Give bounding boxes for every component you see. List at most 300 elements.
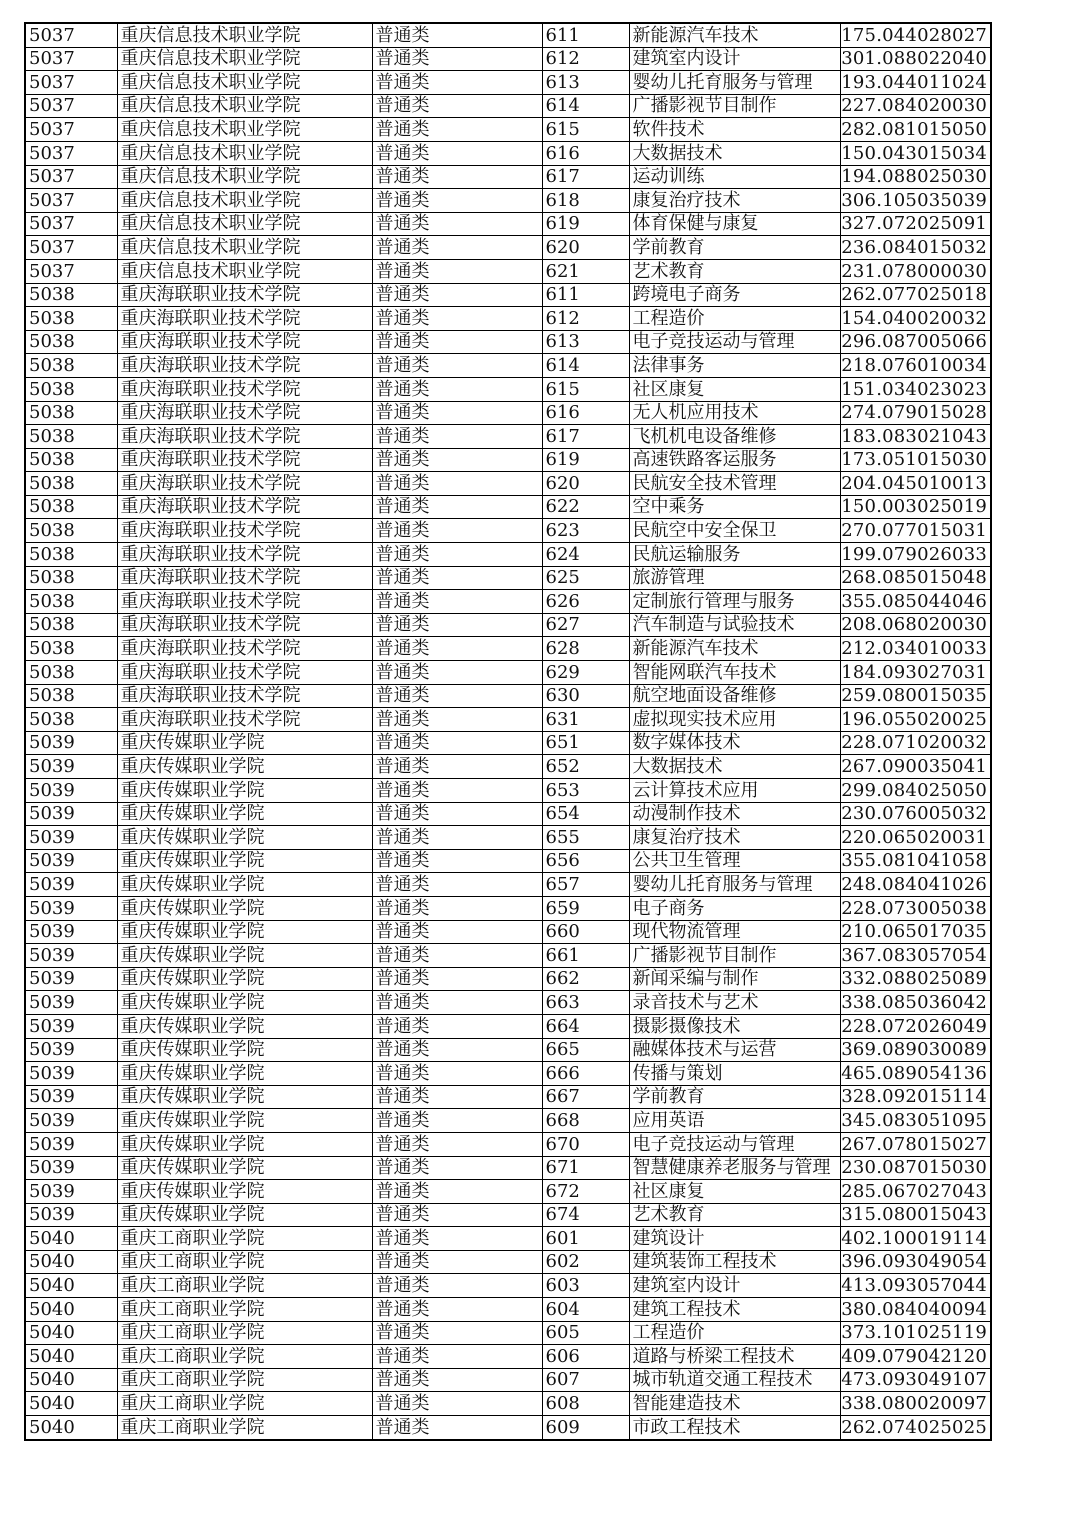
major-code-cell: 613 [542,71,629,95]
major-name-cell: 旅游管理 [629,566,840,590]
score-cell: 228.071020032 [840,731,991,755]
major-name-cell: 现代物流管理 [629,920,840,944]
major-code-cell: 664 [542,1014,629,1038]
major-name-cell: 民航安全技术管理 [629,472,840,496]
major-name-cell: 建筑室内设计 [629,47,840,71]
school-code-cell: 5039 [25,1203,117,1227]
major-name-cell: 广播影视节目制作 [629,94,840,118]
category-cell: 普通类 [372,684,542,708]
category-cell: 普通类 [372,991,542,1015]
table-row [25,1062,991,1086]
major-code-cell: 617 [542,165,629,189]
major-name-cell: 工程造价 [629,307,840,331]
category-cell: 普通类 [372,1392,542,1416]
category-cell: 普通类 [372,495,542,519]
major-name-cell: 动漫制作技术 [629,802,840,826]
category-cell: 普通类 [372,1274,542,1298]
score-cell: 413.093057044 [840,1274,991,1298]
school-name-cell: 重庆信息技术职业学院 [117,165,372,189]
major-name-cell: 电子竞技运动与管理 [629,330,840,354]
score-cell: 212.034010033 [840,637,991,661]
school-name-cell: 重庆传媒职业学院 [117,802,372,826]
score-cell: 380.084040094 [840,1298,991,1322]
category-cell: 普通类 [372,47,542,71]
table-row [25,495,991,519]
school-code-cell: 5039 [25,967,117,991]
school-name-cell: 重庆传媒职业学院 [117,920,372,944]
school-code-cell: 5039 [25,1156,117,1180]
school-name-cell: 重庆海联职业技术学院 [117,613,372,637]
major-code-cell: 668 [542,1109,629,1133]
school-name-cell: 重庆海联职业技术学院 [117,684,372,708]
category-cell: 普通类 [372,802,542,826]
category-cell: 普通类 [372,1109,542,1133]
score-cell: 248.084041026 [840,873,991,897]
major-name-cell: 定制旅行管理与服务 [629,590,840,614]
school-name-cell: 重庆海联职业技术学院 [117,566,372,590]
category-cell: 普通类 [372,944,542,968]
score-cell: 154.040020032 [840,307,991,331]
school-code-cell: 5039 [25,1038,117,1062]
school-code-cell: 5037 [25,118,117,142]
school-code-cell: 5037 [25,47,117,71]
school-name-cell: 重庆传媒职业学院 [117,1109,372,1133]
major-code-cell: 627 [542,613,629,637]
table-row [25,1416,991,1440]
major-name-cell: 新能源汽车技术 [629,637,840,661]
major-code-cell: 620 [542,472,629,496]
major-name-cell: 婴幼儿托育服务与管理 [629,873,840,897]
major-name-cell: 汽车制造与试验技术 [629,613,840,637]
score-cell: 184.093027031 [840,661,991,685]
school-code-cell: 5040 [25,1321,117,1345]
school-code-cell: 5040 [25,1416,117,1440]
major-name-cell: 建筑工程技术 [629,1298,840,1322]
school-name-cell: 重庆海联职业技术学院 [117,283,372,307]
score-cell: 262.077025018 [840,283,991,307]
school-name-cell: 重庆信息技术职业学院 [117,189,372,213]
major-name-cell: 空中乘务 [629,495,840,519]
school-code-cell: 5039 [25,1109,117,1133]
major-name-cell: 大数据技术 [629,755,840,779]
school-code-cell: 5038 [25,519,117,543]
score-cell: 150.043015034 [840,141,991,165]
school-name-cell: 重庆信息技术职业学院 [117,47,372,71]
score-cell: 367.083057054 [840,944,991,968]
table-row [25,1250,991,1274]
score-cell: 230.087015030 [840,1156,991,1180]
category-cell: 普通类 [372,1321,542,1345]
major-code-cell: 655 [542,826,629,850]
school-code-cell: 5038 [25,448,117,472]
table-row [25,1180,991,1204]
score-cell: 327.072025091 [840,212,991,236]
school-code-cell: 5038 [25,708,117,732]
category-cell: 普通类 [372,71,542,95]
table-row [25,1038,991,1062]
major-code-cell: 671 [542,1156,629,1180]
table-row [25,731,991,755]
score-cell: 230.076005032 [840,802,991,826]
school-code-cell: 5038 [25,401,117,425]
school-name-cell: 重庆信息技术职业学院 [117,71,372,95]
major-code-cell: 667 [542,1085,629,1109]
major-code-cell: 601 [542,1227,629,1251]
major-code-cell: 613 [542,330,629,354]
major-code-cell: 657 [542,873,629,897]
major-name-cell: 智能建造技术 [629,1392,840,1416]
score-cell: 402.100019114 [840,1227,991,1251]
major-name-cell: 婴幼儿托育服务与管理 [629,71,840,95]
table-row [25,590,991,614]
table-row [25,283,991,307]
score-cell: 175.044028027 [840,23,991,47]
major-code-cell: 602 [542,1250,629,1274]
school-code-cell: 5039 [25,991,117,1015]
major-name-cell: 道路与桥梁工程技术 [629,1345,840,1369]
school-code-cell: 5039 [25,802,117,826]
school-name-cell: 重庆传媒职业学院 [117,755,372,779]
school-name-cell: 重庆传媒职业学院 [117,1085,372,1109]
category-cell: 普通类 [372,448,542,472]
category-cell: 普通类 [372,1156,542,1180]
major-name-cell: 新闻采编与制作 [629,967,840,991]
score-cell: 228.072026049 [840,1014,991,1038]
school-name-cell: 重庆工商职业学院 [117,1227,372,1251]
table-row [25,967,991,991]
score-cell: 345.083051095 [840,1109,991,1133]
category-cell: 普通类 [372,307,542,331]
category-cell: 普通类 [372,896,542,920]
score-cell: 285.067027043 [840,1180,991,1204]
school-name-cell: 重庆海联职业技术学院 [117,472,372,496]
score-cell: 183.083021043 [840,425,991,449]
category-cell: 普通类 [372,1038,542,1062]
school-code-cell: 5039 [25,1062,117,1086]
school-name-cell: 重庆工商职业学院 [117,1274,372,1298]
school-name-cell: 重庆工商职业学院 [117,1416,372,1440]
school-name-cell: 重庆信息技术职业学院 [117,212,372,236]
table-row [25,991,991,1015]
school-name-cell: 重庆海联职业技术学院 [117,708,372,732]
score-cell: 409.079042120 [840,1345,991,1369]
score-cell: 328.092015114 [840,1085,991,1109]
school-code-cell: 5038 [25,330,117,354]
table-row [25,708,991,732]
score-cell: 204.045010013 [840,472,991,496]
school-name-cell: 重庆工商职业学院 [117,1345,372,1369]
major-name-cell: 学前教育 [629,1085,840,1109]
score-cell: 227.084020030 [840,94,991,118]
school-code-cell: 5037 [25,165,117,189]
school-code-cell: 5039 [25,920,117,944]
score-cell: 355.085044046 [840,590,991,614]
score-cell: 332.088025089 [840,967,991,991]
table-row [25,448,991,472]
major-code-cell: 663 [542,991,629,1015]
major-code-cell: 672 [542,1180,629,1204]
score-cell: 338.080020097 [840,1392,991,1416]
table-row [25,1156,991,1180]
school-name-cell: 重庆海联职业技术学院 [117,401,372,425]
school-code-cell: 5038 [25,472,117,496]
table-row [25,94,991,118]
major-name-cell: 市政工程技术 [629,1416,840,1440]
major-code-cell: 631 [542,708,629,732]
major-name-cell: 康复治疗技术 [629,189,840,213]
major-code-cell: 616 [542,141,629,165]
school-name-cell: 重庆信息技术职业学院 [117,141,372,165]
major-code-cell: 614 [542,94,629,118]
major-name-cell: 飞机机电设备维修 [629,425,840,449]
score-cell: 208.068020030 [840,613,991,637]
score-cell: 151.034023023 [840,377,991,401]
major-name-cell: 广播影视节目制作 [629,944,840,968]
score-cell: 338.085036042 [840,991,991,1015]
score-cell: 301.088022040 [840,47,991,71]
major-name-cell: 无人机应用技术 [629,401,840,425]
school-name-cell: 重庆工商职业学院 [117,1392,372,1416]
major-code-cell: 625 [542,566,629,590]
major-code-cell: 609 [542,1416,629,1440]
school-code-cell: 5040 [25,1250,117,1274]
school-code-cell: 5039 [25,779,117,803]
school-code-cell: 5038 [25,283,117,307]
table-row [25,826,991,850]
category-cell: 普通类 [372,377,542,401]
school-code-cell: 5038 [25,307,117,331]
major-code-cell: 670 [542,1132,629,1156]
school-code-cell: 5039 [25,944,117,968]
major-name-cell: 康复治疗技术 [629,826,840,850]
category-cell: 普通类 [372,141,542,165]
table-row [25,1368,991,1392]
table-row [25,1132,991,1156]
major-code-cell: 612 [542,47,629,71]
major-code-cell: 607 [542,1368,629,1392]
category-cell: 普通类 [372,543,542,567]
score-cell: 193.044011024 [840,71,991,95]
school-code-cell: 5037 [25,141,117,165]
school-code-cell: 5037 [25,23,117,47]
score-cell: 218.076010034 [840,354,991,378]
category-cell: 普通类 [372,637,542,661]
score-cell: 267.078015027 [840,1132,991,1156]
school-name-cell: 重庆海联职业技术学院 [117,495,372,519]
table-body [25,23,991,1440]
major-name-cell: 数字媒体技术 [629,731,840,755]
score-cell: 306.105035039 [840,189,991,213]
major-name-cell: 建筑装饰工程技术 [629,1250,840,1274]
table-row [25,1227,991,1251]
major-name-cell: 学前教育 [629,236,840,260]
major-code-cell: 626 [542,590,629,614]
admission-score-table [24,22,992,1441]
school-name-cell: 重庆传媒职业学院 [117,1156,372,1180]
table-row [25,849,991,873]
category-cell: 普通类 [372,519,542,543]
category-cell: 普通类 [372,566,542,590]
category-cell: 普通类 [372,1014,542,1038]
major-name-cell: 大数据技术 [629,141,840,165]
category-cell: 普通类 [372,826,542,850]
category-cell: 普通类 [372,212,542,236]
school-name-cell: 重庆海联职业技术学院 [117,590,372,614]
major-code-cell: 622 [542,495,629,519]
table-row [25,920,991,944]
school-code-cell: 5038 [25,684,117,708]
table-row [25,802,991,826]
category-cell: 普通类 [372,236,542,260]
major-code-cell: 652 [542,755,629,779]
major-code-cell: 611 [542,283,629,307]
school-name-cell: 重庆传媒职业学院 [117,1203,372,1227]
table-row [25,425,991,449]
category-cell: 普通类 [372,613,542,637]
major-name-cell: 高速铁路客运服务 [629,448,840,472]
table-row [25,1345,991,1369]
school-code-cell: 5038 [25,425,117,449]
category-cell: 普通类 [372,849,542,873]
school-name-cell: 重庆海联职业技术学院 [117,425,372,449]
school-code-cell: 5038 [25,637,117,661]
category-cell: 普通类 [372,1250,542,1274]
school-name-cell: 重庆传媒职业学院 [117,731,372,755]
major-code-cell: 660 [542,920,629,944]
school-code-cell: 5039 [25,826,117,850]
category-cell: 普通类 [372,1298,542,1322]
major-name-cell: 智慧健康养老服务与管理 [629,1156,840,1180]
score-cell: 259.080015035 [840,684,991,708]
score-cell: 315.080015043 [840,1203,991,1227]
school-name-cell: 重庆传媒职业学院 [117,1180,372,1204]
school-code-cell: 5038 [25,661,117,685]
score-cell: 194.088025030 [840,165,991,189]
category-cell: 普通类 [372,661,542,685]
school-name-cell: 重庆海联职业技术学院 [117,307,372,331]
school-name-cell: 重庆传媒职业学院 [117,967,372,991]
major-name-cell: 社区康复 [629,1180,840,1204]
school-code-cell: 5039 [25,731,117,755]
category-cell: 普通类 [372,354,542,378]
major-code-cell: 617 [542,425,629,449]
score-cell: 274.079015028 [840,401,991,425]
category-cell: 普通类 [372,189,542,213]
school-name-cell: 重庆工商职业学院 [117,1368,372,1392]
score-cell: 373.101025119 [840,1321,991,1345]
major-name-cell: 体育保健与康复 [629,212,840,236]
category-cell: 普通类 [372,425,542,449]
major-name-cell: 公共卫生管理 [629,849,840,873]
major-code-cell: 623 [542,519,629,543]
major-code-cell: 629 [542,661,629,685]
category-cell: 普通类 [372,920,542,944]
major-name-cell: 录音技术与艺术 [629,991,840,1015]
score-cell: 396.093049054 [840,1250,991,1274]
school-name-cell: 重庆信息技术职业学院 [117,259,372,283]
school-code-cell: 5038 [25,495,117,519]
major-name-cell: 法律事务 [629,354,840,378]
school-code-cell: 5039 [25,1132,117,1156]
score-cell: 199.079026033 [840,543,991,567]
table-row [25,141,991,165]
major-code-cell: 616 [542,401,629,425]
major-code-cell: 628 [542,637,629,661]
school-name-cell: 重庆传媒职业学院 [117,991,372,1015]
major-name-cell: 航空地面设备维修 [629,684,840,708]
major-name-cell: 跨境电子商务 [629,283,840,307]
school-code-cell: 5038 [25,377,117,401]
table-row [25,1203,991,1227]
table-row [25,661,991,685]
major-code-cell: 624 [542,543,629,567]
major-name-cell: 摄影摄像技术 [629,1014,840,1038]
table-row [25,189,991,213]
school-name-cell: 重庆传媒职业学院 [117,896,372,920]
school-name-cell: 重庆传媒职业学院 [117,1038,372,1062]
major-name-cell: 艺术教育 [629,1203,840,1227]
school-name-cell: 重庆信息技术职业学院 [117,236,372,260]
category-cell: 普通类 [372,165,542,189]
score-cell: 296.087005066 [840,330,991,354]
major-code-cell: 620 [542,236,629,260]
major-name-cell: 传播与策划 [629,1062,840,1086]
major-code-cell: 621 [542,259,629,283]
major-code-cell: 630 [542,684,629,708]
category-cell: 普通类 [372,259,542,283]
category-cell: 普通类 [372,779,542,803]
school-name-cell: 重庆海联职业技术学院 [117,637,372,661]
major-name-cell: 社区康复 [629,377,840,401]
table-row [25,613,991,637]
table-row [25,236,991,260]
major-name-cell: 民航运输服务 [629,543,840,567]
score-cell: 228.073005038 [840,896,991,920]
major-name-cell: 应用英语 [629,1109,840,1133]
category-cell: 普通类 [372,23,542,47]
major-code-cell: 674 [542,1203,629,1227]
table-row [25,944,991,968]
major-code-cell: 653 [542,779,629,803]
table-row [25,401,991,425]
category-cell: 普通类 [372,708,542,732]
category-cell: 普通类 [372,731,542,755]
school-code-cell: 5037 [25,189,117,213]
major-code-cell: 612 [542,307,629,331]
score-cell: 270.077015031 [840,519,991,543]
school-code-cell: 5037 [25,94,117,118]
major-code-cell: 619 [542,212,629,236]
major-code-cell: 615 [542,118,629,142]
table-row [25,1109,991,1133]
school-code-cell: 5037 [25,259,117,283]
table-row [25,755,991,779]
school-name-cell: 重庆信息技术职业学院 [117,94,372,118]
category-cell: 普通类 [372,94,542,118]
major-code-cell: 603 [542,1274,629,1298]
major-code-cell: 606 [542,1345,629,1369]
major-code-cell: 615 [542,377,629,401]
category-cell: 普通类 [372,118,542,142]
table-row [25,1392,991,1416]
school-name-cell: 重庆传媒职业学院 [117,826,372,850]
score-cell: 173.051015030 [840,448,991,472]
score-cell: 210.065017035 [840,920,991,944]
school-code-cell: 5040 [25,1392,117,1416]
school-name-cell: 重庆传媒职业学院 [117,779,372,803]
major-name-cell: 建筑室内设计 [629,1274,840,1298]
school-name-cell: 重庆海联职业技术学院 [117,354,372,378]
